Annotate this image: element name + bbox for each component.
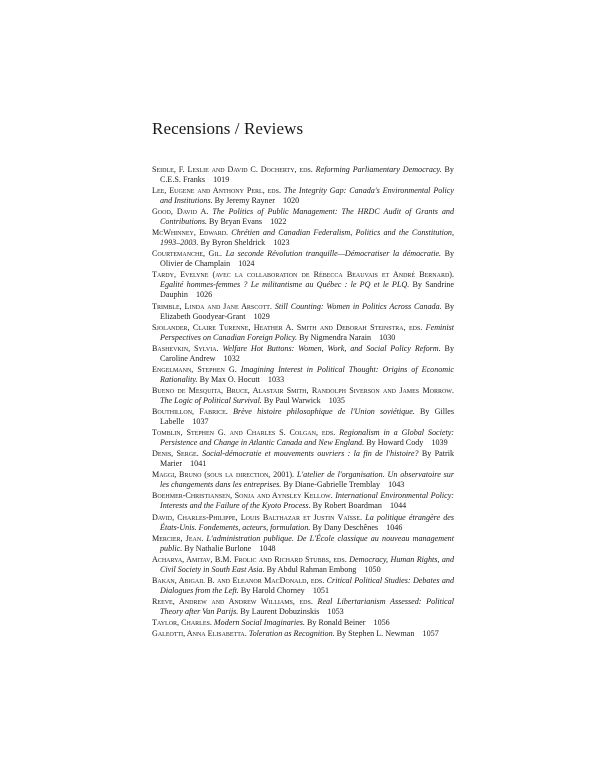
review-entry: [152, 302, 454, 322]
entry-authors: Sjolander, Claire Turenne, Heather A. Smith and Deborah Steinstra, eds.: [152, 322, 423, 332]
entry-authors: Taylor, Charles.: [152, 617, 212, 627]
entry-authors: Bakan, Abigail B. and Eleanor MacDonald, eds.: [152, 575, 325, 585]
review-entry: [152, 576, 454, 596]
entry-authors: Lee, Eugene and Anthony Perl, eds.: [152, 186, 281, 196]
review-entry: [152, 228, 454, 248]
review-entry: [152, 534, 454, 554]
entry-book-title: The Logic of Political Survival.: [160, 395, 262, 405]
review-entry: [152, 270, 454, 300]
review-entry: [152, 428, 454, 448]
entry-reviewer: By Ronald Beiner: [306, 617, 366, 627]
entry-book-title: Feminist Perspectives on Canadian Foreign Policy.: [160, 322, 454, 342]
entry-page-number: 1051: [312, 585, 329, 595]
review-entry: [152, 555, 454, 575]
entry-authors: Maggi, Bruno (sous la direction, 2001).: [152, 470, 295, 480]
entry-authors: Good, David A.: [152, 207, 209, 217]
entry-page-number: 1029: [253, 311, 270, 321]
entry-reviewer: By Abdul Rahman Embong: [266, 564, 357, 574]
entry-page-number: 1056: [373, 617, 390, 627]
entry-book-title: Still Counting: Women in Politics Across Canada.: [274, 301, 442, 311]
entry-page-number: 1057: [422, 629, 439, 639]
entry-page-number: 1035: [328, 395, 345, 405]
entry-book-title: Reforming Parliamentary Democracy.: [315, 165, 442, 174]
entry-authors: Bashevkin, Sylvia.: [152, 343, 219, 353]
entry-book-title: The Integrity Gap: Canada's Environmental Policy and Institutions.: [160, 186, 454, 206]
entry-reviewer: By Paul Warwick: [263, 395, 321, 405]
entry-reviewer: By Stephen L. Newman: [336, 629, 415, 639]
entry-authors: Boehmer-Christiansen, Sonja and Aynsley Kellow.: [152, 491, 333, 501]
entry-reviewer: By Harold Chorney: [240, 585, 305, 595]
entry-page-number: 1053: [327, 606, 344, 616]
review-entry: [152, 449, 454, 469]
entry-reviewer: By Gilles Labelle: [160, 407, 455, 427]
entry-page-number: 1019: [213, 175, 230, 184]
entry-reviewer: By Robert Boardman: [312, 501, 382, 511]
review-entry: [152, 491, 454, 511]
entry-reviewer: By Jeremy Rayner: [214, 196, 275, 206]
entry-reviewer: By Sandrine Dauphin: [160, 280, 454, 300]
entry-page-number: 1030: [379, 332, 396, 342]
entry-book-title: L'atelier de l'organisation. Un observatoire sur les changements dans les entreprises.: [160, 470, 455, 490]
entry-authors: Mercier, Jean.: [152, 533, 204, 543]
entry-reviewer: By Diane-Gabrielle Tremblay: [283, 480, 380, 490]
entry-reviewer: By Patrik Marier: [160, 449, 455, 469]
entry-book-title: Real Libertarianism Assessed: Political Theory after Van Parijs.: [160, 596, 454, 616]
entry-authors: Bueno de Mesquita, Bruce, Alastair Smith, Randolph Siverson and James Morrow.: [152, 385, 454, 395]
review-entry: [152, 597, 454, 617]
entry-book-title: Imagining Interest in Political Thought: Origins of Economic Rationality.: [160, 364, 454, 384]
entry-reviewer: By Elizabeth Goodyear-Grant: [160, 301, 455, 321]
entry-page-number: 1041: [190, 459, 207, 469]
entry-reviewer: By Laurent Dobuzinskis: [240, 606, 320, 616]
entry-page-number: 1026: [195, 290, 213, 300]
review-entry: [152, 386, 454, 406]
entry-authors: Galeotti, Anna Elisabetta.: [152, 629, 247, 639]
entry-reviewer: By Nathalie Burlone: [184, 543, 252, 553]
entry-authors: Tardy, Evelyne (avec la collaboration de Rébecca Beauvais et André Bernard).: [152, 270, 454, 280]
entry-authors: McWhinney, Edward.: [152, 228, 229, 238]
review-list: [152, 165, 454, 640]
entry-book-title: Egalité hommes-femmes ? Le militantisme au Québec : le PQ et le PLQ.: [160, 280, 410, 290]
entry-authors: Trimble, Linda and Jane Arscott.: [152, 301, 272, 311]
entry-authors: Denis, Serge.: [152, 449, 199, 459]
entry-reviewer: By Dany Deschênes: [312, 522, 379, 532]
entry-book-title: Welfare Hot Buttons: Women, Work, and Social Policy Reform.: [222, 343, 441, 353]
entry-reviewer: By Max O. Hocutt: [199, 374, 260, 384]
entry-book-title: Toleration as Recognition.: [248, 629, 335, 639]
entry-page-number: 1022: [270, 217, 287, 227]
entry-book-title: La politique étrangère des États-Unis. Fondements, acteurs, formulation.: [160, 512, 454, 532]
review-entry: [152, 513, 454, 533]
review-entry: [152, 407, 454, 427]
entry-page-number: 1023: [273, 238, 290, 248]
entry-authors: David, Charles-Philippe, Louis Balthazar et Justin Vaïsse.: [152, 512, 363, 522]
entry-book-title: Brève histoire philosophique de l'Union soviétique.: [233, 407, 415, 417]
entry-page-number: 1043: [388, 480, 405, 490]
entry-page-number: 1044: [389, 501, 407, 511]
entry-book-title: L'administration publique. De L'École classique au nouveau management public.: [160, 533, 454, 553]
entry-book-title: Regionalism in a Global Society: Persistence and Change in Atlantic Canada and New England.: [160, 428, 454, 448]
entry-reviewer: By Howard Cody: [366, 438, 424, 448]
entry-page-number: 1048: [259, 543, 276, 553]
entry-authors: Reeve, Andrew and Andrew Williams, eds.: [152, 596, 313, 606]
entry-book-title: Modern Social Imaginaries.: [213, 617, 305, 627]
entry-authors: Tomblin, Stephen G. and Charles S. Colgan, eds.: [152, 428, 336, 438]
entry-page-number: 1037: [192, 417, 209, 427]
entry-book-title: Critical Political Studies: Debates and Dialogues from the Left.: [160, 575, 454, 595]
entry-book-title: International Environmental Policy: Interests and the Failure of the Kyoto Process.: [160, 491, 454, 511]
entry-page-number: 1050: [364, 564, 381, 574]
review-entry: [152, 365, 454, 385]
review-entry: [152, 344, 454, 364]
entry-authors: Acharya, Amitav, B.M. Frolic and Richard Stubbs, eds.: [152, 554, 347, 564]
review-entry: [152, 323, 454, 343]
entry-page-number: 1033: [267, 374, 285, 384]
entry-book-title: Chrétien and Canadian Federalism, Politics and the Constitution, 1993–2003.: [160, 228, 454, 248]
entry-reviewer: By Caroline Andrew: [160, 343, 454, 363]
entry-page-number: 1024: [238, 259, 255, 269]
page-title: Recensions / Reviews: [152, 119, 304, 138]
entry-reviewer: By Bryan Evans: [209, 217, 263, 227]
entry-book-title: Social-démocratie et mouvements ouvriers : la fin de l'histoire?: [202, 449, 419, 459]
review-entry: [152, 165, 454, 185]
entry-reviewer: By Nigmendra Narain: [299, 332, 372, 342]
review-entry: [152, 207, 454, 227]
entry-book-title: La seconde Révolution tranquille—Démocratiser la démocratie.: [225, 249, 442, 259]
entry-reviewer: By Olivier de Champlain: [160, 249, 455, 269]
entry-page-number: 1032: [223, 353, 240, 363]
entry-authors: Seidle, F. Leslie and David C. Docherty, eds.: [152, 165, 313, 174]
entry-authors: Engelmann, Stephen G.: [152, 364, 237, 374]
review-entry: [152, 249, 454, 269]
review-entry: [152, 470, 454, 490]
entry-book-title: The Politics of Public Management: The HRDC Audit of Grants and Contributions.: [160, 207, 454, 227]
review-entry: [152, 629, 454, 639]
review-entry: [152, 186, 454, 206]
entry-page-number: 1039: [431, 438, 448, 448]
entry-authors: Courtemanche, Gil.: [152, 249, 223, 259]
review-entry: [152, 618, 454, 628]
entry-book-title: Democracy, Human Rights, and Civil Society in South East Asia.: [160, 554, 454, 574]
entry-authors: Bouthillon, Fabrice.: [152, 407, 228, 417]
entry-reviewer: By C.E.S. Franks: [160, 165, 454, 184]
entry-page-number: 1020: [283, 196, 300, 206]
entry-page-number: 1046: [386, 522, 403, 532]
entry-reviewer: By Byron Sheldrick: [200, 238, 266, 248]
